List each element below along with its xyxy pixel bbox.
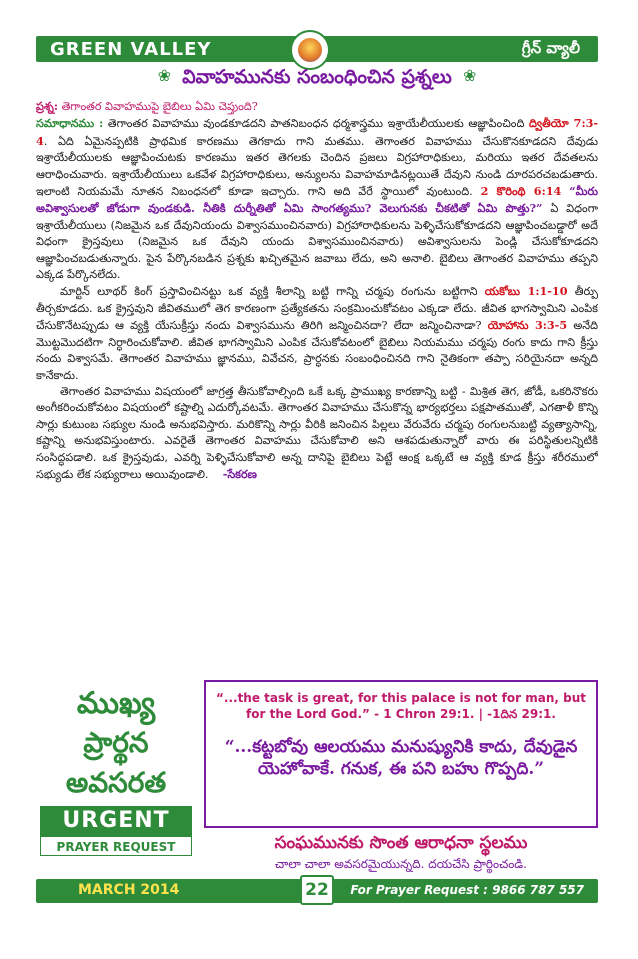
answer-paragraph-1	[36, 115, 598, 283]
article-body	[36, 98, 598, 658]
urgent-telugu-line-1: ముఖ్య	[76, 686, 156, 721]
page-number: 22	[300, 875, 334, 905]
answer-text-1a: తెగాంతర వివాహము వుండకూడదని పాతనిబంధన ధర్మశాస్త్రము ఇశ్రాయేలీయులకు ఆజ్ఞాపించింది	[107, 117, 525, 131]
flower-ornament-icon: ❀	[157, 66, 171, 85]
verse-box	[204, 680, 598, 828]
footer-bar	[36, 879, 598, 903]
logo	[290, 30, 330, 70]
flower-ornament-icon: ❀	[462, 66, 477, 85]
scripture-ref-john: యోహాను 3:3-5	[487, 318, 568, 333]
question-label: ప్రశ్న:	[36, 99, 58, 113]
urgent-telugu-line-3: అవసరత	[65, 766, 167, 799]
answer-text-2c: అనేది మొట్టమొదటిగా నిర్ధారించుకోవాలి. జీవిత భాగస్వామిని ఎంపిక చేసుకోవటంలో బైబిలు నియమము చర్మపు రంగు కాదు గాని క్రీస్తు నందు విశ్వాసమే. తెగాంతర వివాహము జ్ఞానము, వివేచన, ప్రార్ధనకు సంబంధించినది గాని నైతికంగా తప్పా సరియైనదా అన్నది కానేకాదు.	[36, 319, 598, 382]
worship-place-heading: సంఘమునకు సొంత ఆరాధనా స్థలము	[274, 833, 528, 853]
magazine-title-english: GREEN VALLEY	[50, 39, 212, 60]
scripture-ref-corinthians: 2 కొరింథి 6:14	[480, 184, 562, 199]
verse-telugu: “...కట్టబోవు ఆలయము మనుష్యునికి కాదు, దేవుడైన యెహోవాకే. గనుక, ఈ పని బహు గొప్పది.”	[224, 737, 578, 779]
article-title-row	[36, 66, 598, 96]
answer-text-1b: . ఏది ఏమైనప్పటికి ప్రాథమిక కారణము తెగకాదు గాని మతము. తెగాంతర వివాహము చేసుకొనకూడదని దేవుడు ఇశ్రాయేలీయులకు ఆజ్ఞాపించుటకు కారణము ఇతర తెగలకు చెందిన ప్రజలు విగ్రహారాధికులు, మరియు ఇతర దేవతలను ఆరాధించువారు. ఇశ్రాయేలీయులు ఒకవేళ విగ్రహారాధికులు, అన్యులను వివాహమాడినట్లయితే దేవుని నుండి దూరపరచబడుతారు. ఇలాంటి నియమమే నూతన నిబంధనలో కూడా ఇచ్చారు. గాని అది వేరే స్థాయిలో వుంటుంది.	[36, 134, 598, 199]
answer-text-1c: ఏ విధంగా ఇశ్రాయేలీయులు (నిజమైన ఒక దేవునియందు విశ్వాసముంచినవారు) విగ్రహారాధికులను పెళ్ళిచేసుకోకూడదని ఆజ్ఞాపించబడ్డారో అదే విధంగా క్రైస్తవులు (నిజమైన ఒక దేవుని యందు విశ్వాసముంచినవారు) అవిశ్వాసులను పెండ్లి చేసుకోకూడదని ఆజ్ఞాపించబడుతున్నారు. పైన పేర్కొనబడిన ప్రశ్నకు ఖచ్చితమైన జవాబు లేదు, అని అనాలి. బైబిలు తెగాంతర వివాహము తప్పని ఎక్కడ పేర్కొనలేదు.	[36, 202, 598, 282]
scripture-quote-corinthians: “మీరు అవిశ్వాసులతో జోడుగా వుండకుడి. నీతికి దుర్నీతితో ఏమి సాంగత్యము? వెలుగునకు చీకటితో ఏమి పొత్తు?”	[36, 184, 598, 216]
answer-paragraph-3	[36, 384, 598, 483]
question-text: తెగాంతర వివాహముపై బైబిలు ఏమి చెప్తుంది?	[61, 100, 258, 113]
article-title: వివాహమునకు సంబంధించిన ప్రశ్నలు	[182, 66, 452, 88]
scripture-ref-james: యకోబు 1:1-10	[484, 284, 568, 299]
signature: -సేకరణ	[222, 466, 257, 481]
issue-month: MARCH 2014	[78, 882, 180, 898]
prayer-request-phone: For Prayer Request : 9866 787 557	[350, 883, 584, 897]
urgent-label: URGENT	[40, 806, 192, 836]
scripture-ref-deuteronomy: ద్వితీయో 7:3-4	[36, 116, 598, 148]
prayer-request-label: PRAYER REQUEST	[40, 836, 192, 856]
urgent-prayer-box	[36, 684, 196, 862]
question	[36, 98, 598, 115]
magazine-title-telugu: గ్రీన్ వ్యాలీ	[521, 39, 580, 57]
answer-text-2b: తీర్పు తీర్చకూడదు. ఒక క్రైస్తవుని జీవితములో తెగ కారణంగా ప్రత్యేకతను సంక్రమించుకోవటం ఎక్కడా లేదు. జీవిత భాగస్వామిని ఎంపిక చేసుకొనేటప్పుడు ఆ వ్యక్తి యేసుక్రీస్తు నందు విశ్వాసమును తిరిగి జన్మించినదా? లేదా జన్మించినాడా?	[36, 285, 598, 333]
urgent-telugu-line-2: ప్రార్థన	[83, 726, 149, 759]
answer-text-3: తెగాంతర వివాహము విషయంలో జాగ్రత్త తీసుకోవాల్సింది ఒకే ఒక్క ప్రాముఖ్య కారణాన్ని బట్టి - మిశ్రిత తెగ, జోడీ, ఒకరినొకరు అంగీకరించుకోవటం విషయంలో కష్టాల్ని ఎదుర్కోవటమే. తెగాంతర వివాహము చేసుకొన్న భార్యభర్తలు పక్షపాతముతో, ఎగతాళీ కొన్ని సార్లు కుటుంబ సభ్యుల నుండి అనుభవిస్తారు. మరికొన్ని సార్లు వీరికి జనించిన పిల్లలు వేరువేరు చర్మపు రంగులనుబట్టి వ్యత్యాసాన్ని, కష్టాన్ని అనుభవిస్తుంటారు. ఎవరైతే తెగాంతర వివాహము చేసుకోవాలి అని ఆశపడుతున్నారో వారు ఈ పరిస్థితులన్నిటికి సంసిద్ధపడాలి. ఒక క్రైస్తవుడు, ఎవర్ని పెళ్ళిచేసుకోవాలి అన్న దానిపై బైబిలు పెట్టే ఆంక్ష ఒక్కటే ఆ వ్యక్తి కూడ క్రీస్తు శరీరములో సభ్యుడు లేక సభ్యురాలు అయివుండాలి.	[36, 384, 598, 481]
answer-text-2a: మార్టిన్ లూథర్ కింగ్ ప్రస్తావించినట్టు ఒక వ్యక్తి శీలాన్ని బట్టి గాన్ని చర్మపు రంగును బట్టిగాని	[60, 285, 478, 299]
worship-place-subtext: చాలా చాలా అవసరమైయున్నది. దయచేసి ప్రార్థించండి.	[274, 857, 527, 871]
answer-label: సమాధానము :	[36, 116, 104, 131]
verse-english: “...the task is great, for this palace is not for man, but for the Lord God.” - 1 Chron 29:1. | -1దిన 29:1.	[216, 691, 586, 721]
answer-paragraph-2	[36, 283, 598, 383]
logo-emblem-icon	[298, 38, 322, 62]
